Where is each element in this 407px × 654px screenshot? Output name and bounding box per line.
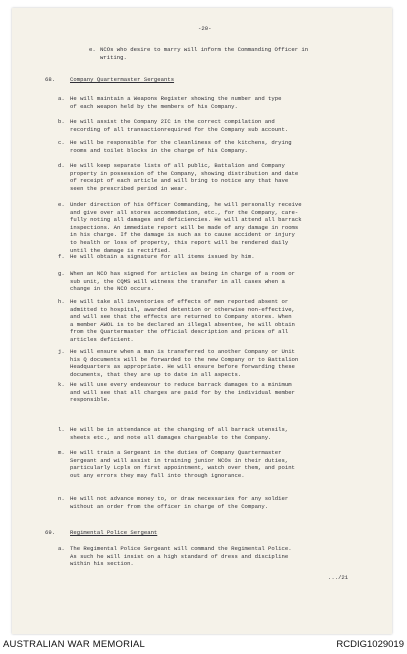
item-text: sheets etc., and note all damages chargeable to the Company. xyxy=(70,433,272,441)
item-letter: g. xyxy=(58,270,65,277)
item-text: a member AWOL is to be declared an illegal absentee, he will obtain xyxy=(70,320,295,328)
item-text: from the Quartermaster the official description and prices of all xyxy=(70,328,289,336)
item-letter: f. xyxy=(58,253,65,260)
item-letter: d. xyxy=(58,162,65,169)
footer-source: AUSTRALIAN WAR MEMORIAL xyxy=(3,639,146,650)
item-text: of receipt of each article and will bring to notice any that have xyxy=(70,177,289,185)
item-letter: a. xyxy=(58,95,65,102)
section-number: 69. xyxy=(45,529,56,536)
item-text: writing. xyxy=(100,54,127,61)
item-text: documents, that they are up to date in all aspects. xyxy=(70,370,242,378)
item-text: to health or loss of property, this report will be rendered daily xyxy=(70,239,289,246)
document-page xyxy=(12,8,392,634)
item-text: recording of all transactionrequired for the Company sub account. xyxy=(70,125,289,133)
item-text: He will use every endeavour to reduce barrack damages to a minimum xyxy=(70,381,292,388)
item-letter: e. xyxy=(58,201,65,208)
item-text: He will be responsible for the cleanliness of the kitchens, drying xyxy=(70,139,292,146)
item-text: admitted to hospital, awarded detention or otherwise non-effective, xyxy=(70,305,295,313)
footer-record-id: RCDIG1029019 xyxy=(336,639,404,650)
item-text: property in possession of the Company, showing distribution and date xyxy=(70,169,299,177)
item-text: particularly Lcpls on first appointment, watch over them, and point xyxy=(70,464,295,472)
item-letter: n. xyxy=(58,495,65,502)
item-text: He will train a Sergeant in the duties of Company Quartermaster xyxy=(70,449,282,456)
item-text: He will ensure when a man is transferred to another Company or Unit xyxy=(70,348,295,355)
item-text: change in the NCO occurs. xyxy=(70,285,154,293)
item-letter: c. xyxy=(58,139,65,146)
item-text: responsible. xyxy=(70,396,111,404)
page-number: -20- xyxy=(198,25,212,32)
item-letter: k. xyxy=(58,381,65,388)
item-text: He will not advance money to, or draw necessaries for any soldier xyxy=(70,495,289,502)
item-text: and give over all stores accommodation, etc., for the Company, care- xyxy=(70,208,299,216)
item-text: He will take all inventories of effects of men reported absent or xyxy=(70,298,289,305)
footer-bar xyxy=(0,636,407,654)
item-text: in his charge. If the damage is such as to cause accident or injury xyxy=(70,231,295,239)
item-text: seen the prescribed period in wear. xyxy=(70,184,188,192)
item-text: He will be in attendance at the changing of all barrack utensils, xyxy=(70,426,289,433)
item-text: his Q documents will be forwarded to the new Company or to Battalion xyxy=(70,355,299,363)
item-text: He will obtain a signature for all items issued by him. xyxy=(70,253,255,260)
item-text: As such he will insist on a high standard of dress and discipline xyxy=(70,552,289,560)
item-text: rooms and toilet blocks in the charge of his Company. xyxy=(70,146,248,154)
item-text: articles deficient. xyxy=(70,336,134,343)
item-text: When an NCO has signed for articles as being in charge of a room or xyxy=(70,270,295,277)
item-text: out any errors they may fall into through ignorance. xyxy=(70,471,245,479)
item-text: and will see that all charges are paid for by the individual member xyxy=(70,388,295,396)
item-letter: a. xyxy=(58,545,65,552)
item-text: NCOs who desire to marry will inform the Commanding Officer in xyxy=(100,46,309,53)
section-title: Company Quartermaster Sergeants xyxy=(70,76,175,83)
section-number: 68. xyxy=(45,76,56,83)
item-letter: b. xyxy=(58,118,65,125)
section-title: Regimental Police Sergeant xyxy=(70,529,158,536)
item-text: of each weapon held by the members of his Company. xyxy=(70,102,238,110)
item-text: fully noting all damages and deficiencies. He will attend all barrack xyxy=(70,216,302,224)
item-letter: j. xyxy=(58,348,65,355)
item-text: The Regimental Police Sergeant will command the Regimental Police. xyxy=(70,545,292,552)
item-text: without an order from the officer in charge of the Company. xyxy=(70,502,269,510)
item-text: within his section. xyxy=(70,560,134,568)
item-text: He will maintain a Weapons Register showing the number and type xyxy=(70,95,282,102)
item-text: sub unit, the CQMS will witness the transfer in all cases when a xyxy=(70,277,285,285)
item-letter: e. xyxy=(89,46,96,53)
item-text: He will assist the Company 2IC in the correct compilation and xyxy=(70,118,275,125)
continuation-mark: .../21 xyxy=(328,574,349,581)
item-text: and will see that the effects are returned to Company stores. When xyxy=(70,313,292,321)
item-letter: l. xyxy=(58,426,65,433)
item-text: until the damage is rectified. xyxy=(70,246,171,254)
item-text: inspections. An immediate report will be made of any damage in rooms xyxy=(70,223,299,231)
item-text: Under direction of his Officer Commanding, he will personally receive xyxy=(70,201,302,208)
item-text: Sergeant and will assist in training junior NCOs in their duties, xyxy=(70,456,289,464)
item-text: Headquarters as appropriate. He will ensure before forwarding these xyxy=(70,363,295,371)
item-letter: m. xyxy=(58,449,65,456)
item-text: He will keep separate lists of all public, Battalion and Company xyxy=(70,162,285,169)
item-letter: h. xyxy=(58,298,65,305)
